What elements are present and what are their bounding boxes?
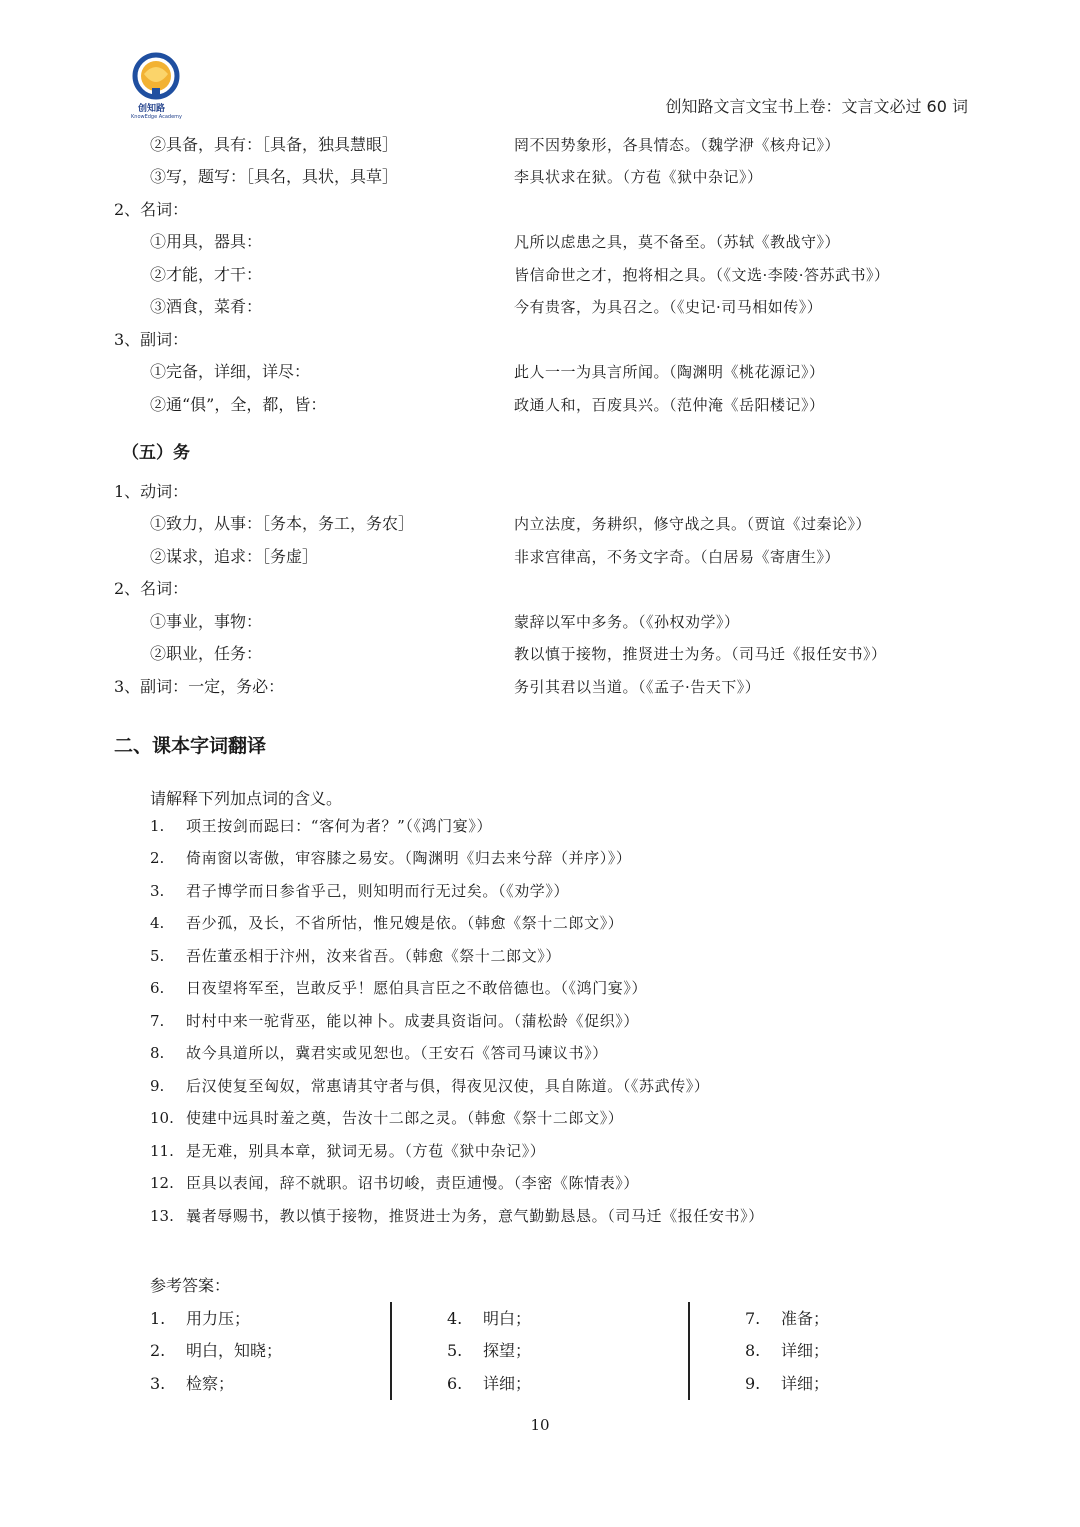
question-item [150,847,632,869]
question-text: 时村中来一驼背巫，能以神卜。成妻具资诣问。（蒲松龄《促织》） [186,1012,640,1030]
sense-line: ①完备，详细，详尽： [150,362,311,381]
section-two-heading: 二、课本字词翻译 [114,735,267,757]
answer-number: 1. [150,1309,166,1328]
question-number: 6. [150,979,165,997]
answer-text: 用力压； [186,1309,251,1328]
answer-item [447,1308,531,1330]
question-item [150,1107,623,1129]
category-line: 3、副词：一定，务必： [114,677,285,696]
question-number: 11. [150,1142,174,1160]
category-line: 1、动词： [114,482,189,501]
question-item [150,1010,639,1032]
sense-line: ①用具，器具： [150,232,263,251]
question-text: 项王按剑而跽曰：“客何为者？”（《鸿门宴》） [186,817,493,835]
question-text: 后汉使复至匈奴，常惠请其守者与俱，得夜见汉使，具自陈道。（《苏武传》） [186,1077,710,1095]
sense-line: ②职业，任务： [150,644,263,663]
question-item [150,1075,710,1097]
answer-text: 探望； [483,1341,532,1360]
sense-line: ①事业，事物： [150,612,263,631]
example-line: 蒙辞以军中多务。（《孙权劝学》） [514,613,740,631]
sense-line: ②通“俱”，全，都，皆： [150,395,327,414]
question-text: 倚南窗以寄傲，审容膝之易安。（陶渊明《归去来兮辞（并序）》） [186,849,632,867]
answer-item [745,1373,829,1395]
question-number: 4. [150,914,165,932]
answer-text: 明白，知晓； [186,1341,283,1360]
example-line: 非求宫律高，不务文字奇。（白居易《寄唐生》） [514,548,841,566]
question-number: 5. [150,947,165,965]
question-item [150,1172,639,1194]
sense-line: ③酒食，菜肴： [150,297,263,316]
example-line: 内立法度，务耕织，修守战之具。（贾谊《过秦论》） [514,515,872,533]
question-item [150,1205,764,1227]
sense-line: ①致力，从事：［务本，务工，务农］ [150,514,415,533]
category-line: 2、名词： [114,200,189,219]
answer-item [745,1340,829,1362]
category-line: 3、副词： [114,330,189,349]
answer-text: 明白； [483,1309,532,1328]
column-divider [390,1302,392,1400]
question-item [150,1042,608,1064]
instruction-text: 请解释下列加点词的含义。 [150,789,343,808]
example-line: 教以慎于接物，推贤进士为务。（司马迁《报任安书》） [514,645,887,663]
answer-item [150,1340,282,1362]
answer-number: 7. [745,1309,761,1328]
sense-line: ②才能，才干： [150,265,263,284]
answer-text: 准备； [781,1309,830,1328]
example-line: 此人一一为具言所闻。（陶渊明《桃花源记》） [514,363,825,381]
question-number: 10. [150,1109,174,1127]
answer-text: 详细； [483,1374,532,1393]
question-number: 3. [150,882,165,900]
question-text: 使建中远具时羞之奠，告汝十二郎之灵。（韩愈《祭十二郎文》） [186,1109,624,1127]
answer-item [447,1373,531,1395]
sense-line: ③写，题写：［具名，具状，具草］ [150,167,399,186]
question-text: 吾佐董丞相于汴州，汝来省吾。（韩愈《祭十二郎文》） [186,947,562,965]
question-item [150,977,647,999]
example-line: 今有贵客，为具召之。（《史记·司马相如传》） [514,298,823,316]
answer-text: 详细； [781,1374,830,1393]
answer-number: 8. [745,1341,761,1360]
example-line: 政通人和，百废具兴。（范仲淹《岳阳楼记》） [514,396,825,414]
question-number: 12. [150,1174,174,1192]
logo-subtitle: KnowEdge Academy [131,114,182,120]
answer-text: 检察； [186,1374,235,1393]
logo-name: 创知路 [138,104,166,114]
page-number: 10 [530,1416,550,1434]
question-item [150,1140,545,1162]
example-line: 务引其君以当道。（《孟子·告天下》） [514,678,761,696]
example-line: 凡所以虑患之具，莫不备至。（苏轼《教战守》） [514,233,841,251]
question-number: 13. [150,1207,174,1225]
question-text: 君子博学而日参省乎己，则知明而行无过矣。（《劝学》） [186,882,570,900]
category-line: 2、名词： [114,579,189,598]
section-heading: （五）务 [122,443,190,463]
answer-number: 6. [447,1374,463,1393]
question-item [150,815,492,837]
example-line: 皆信命世之才，抱将相之具。（《文选·李陵·答苏武书》） [514,266,890,284]
sense-line: ②具备，具有：［具备，独具慧眼］ [150,135,399,154]
answer-item [745,1308,829,1330]
sense-line: ②谋求，追求：［务虚］ [150,547,319,566]
answer-number: 4. [447,1309,463,1328]
answer-number: 3. [150,1374,166,1393]
question-item [150,880,569,902]
question-number: 1. [150,817,165,835]
question-number: 9. [150,1077,165,1095]
answers-label: 参考答案： [150,1276,231,1295]
example-line: 罔不因势象形，各具情态。（魏学洢《核舟记》） [514,136,841,154]
question-text: 臣具以表闻，辞不就职。诏书切峻，责臣逋慢。（李密《陈情表》） [186,1174,640,1192]
answer-text: 详细； [781,1341,830,1360]
header-title: 创知路文言文宝书上卷：文言文必过 60 词 [665,97,968,116]
question-text: 是无难，别具本章，狱词无易。（方苞《狱中杂记》） [186,1142,546,1160]
question-text: 曩者辱赐书，教以慎于接物，推贤进士为务，意气勤勤恳恳。（司马迁《报任安书》） [186,1207,764,1225]
answer-number: 5. [447,1341,463,1360]
answer-number: 9. [745,1374,761,1393]
question-item [150,912,623,934]
question-text: 故今具道所以，冀君实或见恕也。（王安石《答司马谏议书》） [186,1044,608,1062]
question-number: 7. [150,1012,165,1030]
example-line: 李具状求在狱。（方苞《狱中杂记》） [514,168,763,186]
column-divider [688,1302,690,1400]
answer-item [150,1308,250,1330]
answer-item [447,1340,531,1362]
question-text: 日夜望将军至，岂敢反乎！愿伯具言臣之不敢倍德也。（《鸿门宴》） [186,979,648,997]
answer-number: 2. [150,1341,166,1360]
question-number: 8. [150,1044,165,1062]
question-item [150,945,561,967]
answer-item [150,1373,234,1395]
question-number: 2. [150,849,165,867]
question-text: 吾少孤，及长，不省所怙，惟兄嫂是依。（韩愈《祭十二郎文》） [186,914,624,932]
